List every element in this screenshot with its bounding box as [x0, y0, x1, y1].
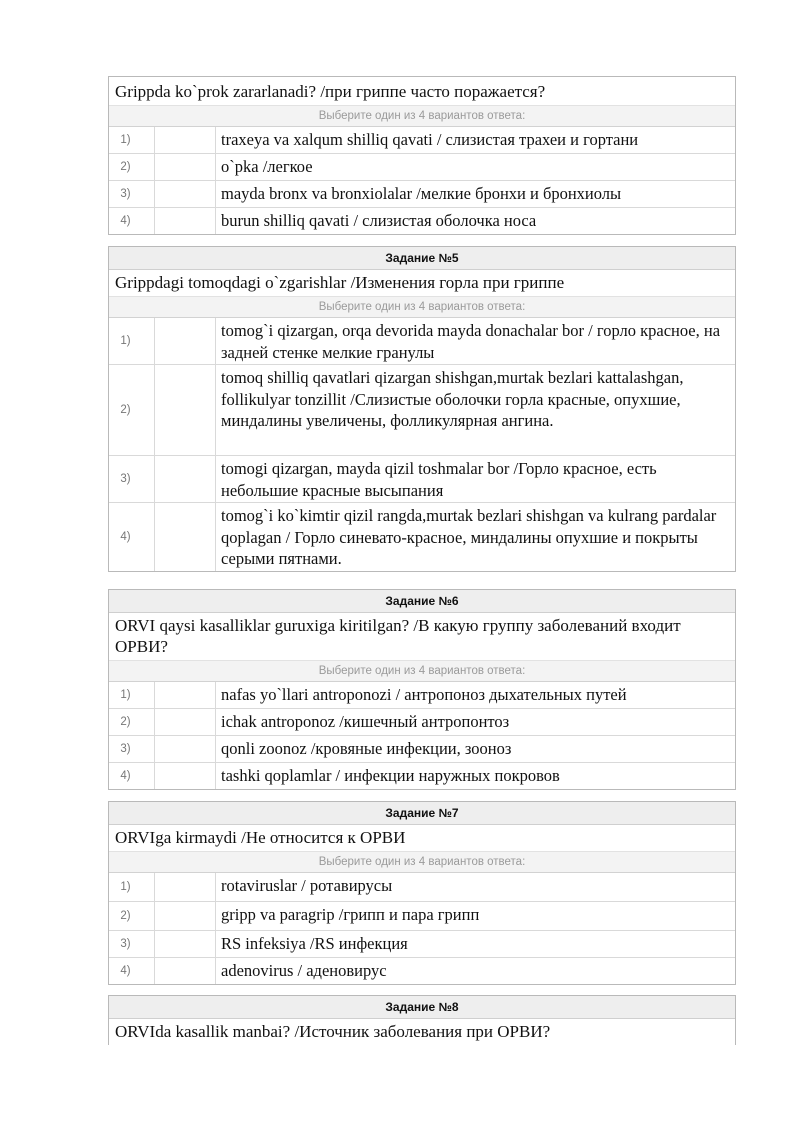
question-text: ORVI qaysi kasalliklar guruxiga kiritilgan? /В какую группу заболеваний входит ОРВИ? [115, 616, 681, 656]
answer-option-2[interactable] [109, 902, 735, 931]
answer-option-3[interactable] [109, 931, 735, 958]
task-block-7 [108, 801, 736, 985]
question-text: Grippda ko`prok zararlanadi? /при гриппе часто поражается? [115, 82, 546, 101]
answer-option-4[interactable] [109, 208, 735, 234]
option-text: burun shilliq qavati / слизистая оболочка носа [221, 211, 537, 230]
option-number: 2) [120, 404, 131, 416]
answer-instruction: Выберите один из 4 вариантов ответа: [109, 296, 735, 318]
answer-option-1[interactable] [109, 682, 735, 709]
task-header: Задание №6 [109, 590, 735, 613]
task-header: Задание №5 [109, 247, 735, 270]
question-text: ORVIga kirmaydi /Не относится к ОРВИ [115, 828, 406, 847]
option-text: qonli zoonoz /кровяные инфекции, зооноз [221, 739, 512, 758]
option-text: adenovirus / аденовирус [221, 961, 387, 980]
option-mark-cell[interactable] [155, 873, 216, 901]
option-number: 4) [120, 215, 131, 227]
option-mark-cell[interactable] [155, 682, 216, 708]
answer-option-3[interactable] [109, 736, 735, 763]
option-mark-cell[interactable] [155, 736, 216, 762]
task-block-4 [108, 76, 736, 235]
answer-instruction: Выберите один из 4 вариантов ответа: [109, 660, 735, 682]
option-text: RS infeksiya /RS инфекция [221, 934, 408, 953]
option-number: 1) [120, 134, 131, 146]
option-mark-cell[interactable] [155, 709, 216, 735]
option-number: 3) [120, 188, 131, 200]
answer-option-3[interactable] [109, 456, 735, 503]
option-text: ichak antroponoz /кишечный антропонтоз [221, 712, 510, 731]
option-text: gripp va paragrip /грипп и пара грипп [221, 905, 480, 924]
option-text: tomog`i ko`kimtir qizil rangda,murtak bezlari shishgan va kulrang pardalar qoplagan / Горло синевато-красное, миндалины опухшие и покрыты серыми пятнами. [221, 506, 717, 568]
option-mark-cell[interactable] [155, 931, 216, 957]
option-text: traxeya va xalqum shilliq qavati / слизистая трахеи и гортани [221, 130, 639, 149]
task-block-8 [108, 995, 736, 1045]
option-text: o`pka /легкое [221, 157, 313, 176]
option-text: tomoq shilliq qavatlari qizargan shishgan,murtak bezlari kattalashgan, follikulyar tonzillit /Слизистые оболочки горла красные, опухшие, миндалины увеличены, фолликулярная ангина. [221, 368, 684, 430]
task-header: Задание №8 [109, 996, 735, 1019]
option-mark-cell[interactable] [155, 456, 216, 502]
answer-option-1[interactable] [109, 318, 735, 365]
option-mark-cell[interactable] [155, 181, 216, 207]
option-mark-cell[interactable] [155, 154, 216, 180]
option-number: 4) [120, 531, 131, 543]
option-number: 1) [120, 689, 131, 701]
option-text: nafas yo`llari antroponozi / антропоноз дыхательных путей [221, 685, 627, 704]
question-text: Grippdagi tomoqdagi o`zgarishlar /Изменения горла при гриппе [115, 273, 565, 292]
question-text: ORVIda kasallik manbai? /Источник заболевания при ОРВИ? [115, 1022, 551, 1041]
option-mark-cell[interactable] [155, 127, 216, 153]
answer-option-4[interactable] [109, 503, 735, 571]
answer-option-2[interactable] [109, 154, 735, 181]
option-number: 1) [120, 335, 131, 347]
answer-option-1[interactable] [109, 873, 735, 902]
answer-instruction: Выберите один из 4 вариантов ответа: [109, 105, 735, 127]
option-number: 3) [120, 743, 131, 755]
task-block-5 [108, 246, 736, 572]
task-header: Задание №7 [109, 802, 735, 825]
option-number: 3) [120, 473, 131, 485]
option-text: tashki qoplamlar / инфекции наружных покровов [221, 766, 560, 785]
answer-instruction: Выберите один из 4 вариантов ответа: [109, 851, 735, 873]
option-mark-cell[interactable] [155, 763, 216, 789]
option-number: 2) [120, 716, 131, 728]
option-text: tomogi qizargan, mayda qizil toshmalar bor /Горло красное, есть небольшие красные высыпания [221, 459, 657, 500]
option-number: 3) [120, 938, 131, 950]
option-number: 4) [120, 965, 131, 977]
option-mark-cell[interactable] [155, 958, 216, 984]
option-text: mayda bronx va bronxiolalar /мелкие бронхи и бронхиолы [221, 184, 622, 203]
answer-option-4[interactable] [109, 763, 735, 789]
option-text: rotaviruslar / ротавирусы [221, 876, 393, 895]
task-block-6 [108, 589, 736, 790]
option-text: tomog`i qizargan, orqa devorida mayda donachalar bor / горло красное, на задней стенке мелкие гранулы [221, 321, 721, 362]
option-mark-cell[interactable] [155, 902, 216, 930]
option-number: 1) [120, 881, 131, 893]
option-mark-cell[interactable] [155, 365, 216, 455]
answer-option-3[interactable] [109, 181, 735, 208]
option-number: 4) [120, 770, 131, 782]
option-number: 2) [120, 910, 131, 922]
answer-option-1[interactable] [109, 127, 735, 154]
answer-option-2[interactable] [109, 709, 735, 736]
option-mark-cell[interactable] [155, 318, 216, 364]
answer-option-2[interactable] [109, 365, 735, 456]
answer-option-4[interactable] [109, 958, 735, 984]
option-mark-cell[interactable] [155, 503, 216, 571]
option-number: 2) [120, 161, 131, 173]
option-mark-cell[interactable] [155, 208, 216, 234]
